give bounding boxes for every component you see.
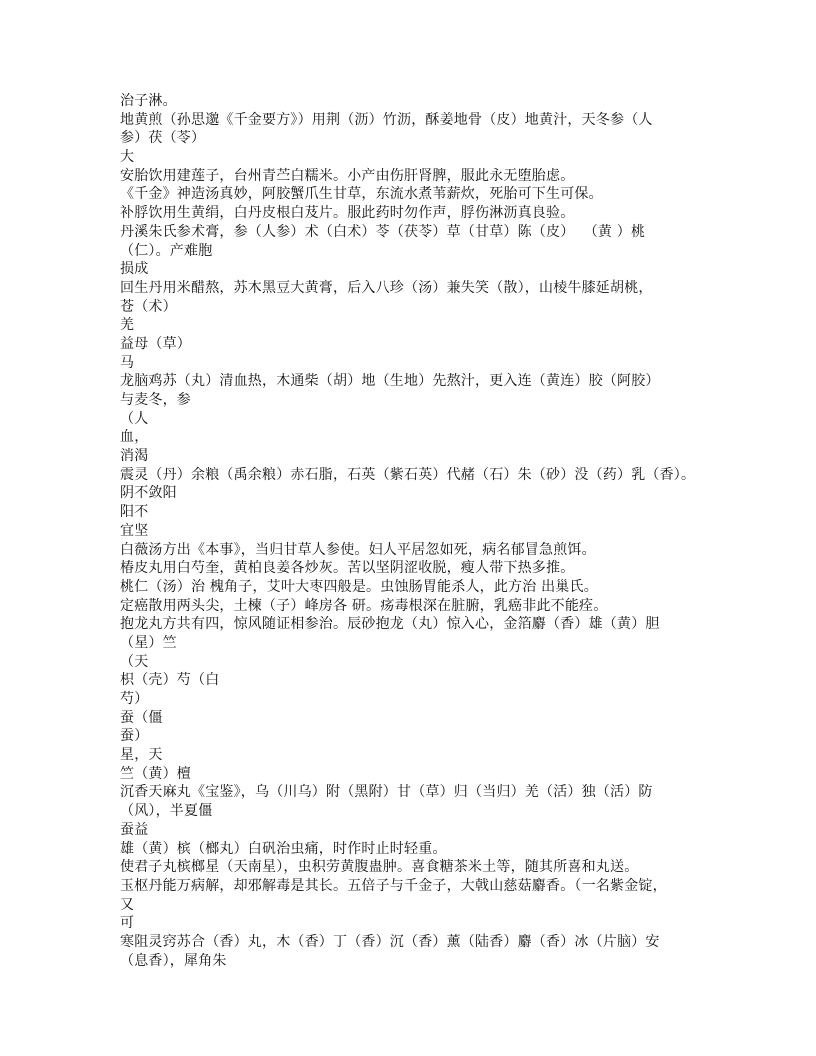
text-line: 星，天 [120, 747, 163, 764]
text-line: 蚕） [120, 728, 149, 745]
text-line: 阴不敛阳 [120, 485, 177, 502]
text-line: 与麦冬，参 [120, 392, 191, 408]
text-line: 竺（黄）檀 [120, 765, 191, 782]
text-line: 桃仁（汤）治 槐角子，艾叶大枣四般是。虫蚀肠胃能杀人，此方治 出巢氏。 [120, 578, 598, 595]
text-line: 大 [120, 149, 135, 166]
text-line: 阳不 [120, 504, 149, 521]
text-line: 补脬饮用生黄绢，白丹皮根白芨片。服此药时勿作声，脬伤淋沥真良验。 [120, 205, 575, 222]
text-line: 抱龙丸方共有四，惊风随证相参治。辰砂抱龙（丸）惊入心，金箔麝（香）雄（黄）胆 [120, 616, 660, 633]
document-page [120, 92, 696, 970]
text-line: （星）竺 [120, 634, 177, 651]
text-line: 马 [120, 354, 135, 371]
text-line: （仁）。产难胞 [120, 242, 213, 259]
text-line: 安胎饮用建莲子，台州青苎白糯米。小产由伤肝肾脾，服此永无堕胎虑。 [120, 167, 575, 184]
text-line: 芍） [120, 691, 149, 707]
text-line: 白薇汤方出《本事》，当归甘草人参使。妇人平居忽如死，病名郁冒急煎饵。 [120, 541, 596, 558]
text-line: 益母（草） [120, 335, 191, 352]
text-line: 寒阻灵窍苏合（香）丸，木（香）丁（香）沉（香）薰（陆香）麝（香）冰（片脑）安 [120, 933, 660, 950]
text-line: 《千金》神造汤真妙，阿胶蟹爪生甘草，东流水煮苇薪炊，死胎可下生可保。 [120, 186, 603, 203]
text-line: 沉香天麻丸《宝鉴》，乌（川乌）附（黑附）甘（草）归（当归）羌（活）独（活）防 [120, 784, 653, 801]
text-line: 椿皮丸用白芍奎，黄柏良姜各炒灰。苦以坚阴涩收脱，瘦人带下热多推。 [120, 560, 575, 577]
text-line: 参）茯（苓） [120, 130, 206, 147]
text-line: 又 [120, 896, 135, 913]
text-line: 损成 [120, 261, 149, 278]
text-line: （人 [120, 410, 149, 427]
text-line: （息香），犀角朱 [120, 952, 227, 969]
text-line: 羌 [120, 317, 135, 334]
text-line: 治子淋。 [120, 93, 177, 109]
text-line: 枳（壳）芍（白 [120, 672, 220, 689]
text-line: 蚕（僵 [120, 709, 163, 726]
text-line: 玉枢丹能万病解，却邪解毒是其长。五倍子与千金子，大戟山慈菇麝香。（一名紫金锭， [120, 877, 667, 894]
text-line: 宜坚 [120, 522, 149, 539]
text-line: 血， [120, 429, 149, 446]
text-line: 地黄煎（孙思邈《千金要方》）用荆（沥）竹沥，酥姜地骨（皮）地黄汁，天冬参（人 [120, 111, 653, 128]
text-line: 消渴 [120, 448, 149, 465]
text-line: 龙脑鸡苏（丸）清血热，木通柴（胡）地（生地）先熬汁，更入连（黄连）胶（阿胶） [120, 373, 660, 390]
text-line: 苍（术） [120, 298, 177, 315]
text-line: 回生丹用米醋熬，苏木黑豆大黄膏，后入八珍（汤）兼失笑（散），山棱牛膝延胡桃， [120, 279, 653, 296]
text-line: 震灵（丹）余粮（禹余粮）赤石脂，石英（紫石英）代赭（石）朱（砂）没（药）乳（香）。 [120, 466, 696, 483]
text-line: 使君子丸槟榔星（天南星），虫积劳黄腹蛊肿。喜食糖茶米土等，随其所喜和丸送。 [120, 859, 639, 876]
text-line: 定癌散用两头尖，土楝（子）峰房各 研。疡毒根深在脏腑，乳癌非此不能痊。 [120, 597, 608, 614]
text-line: （风），半夏僵 [120, 803, 213, 820]
text-line: （天 [120, 653, 149, 670]
text-line: 蚕益 [120, 821, 149, 838]
text-line: 雄（黄）槟（榔丸）白矾治虫痛，时作时止时轻重。 [120, 840, 447, 857]
text-line: 可 [120, 915, 135, 932]
text-line: 丹溪朱氏参术膏，参（人参）术（白术）苓（茯苓）草（甘草）陈（皮） （黄 ）桃 [120, 223, 646, 240]
